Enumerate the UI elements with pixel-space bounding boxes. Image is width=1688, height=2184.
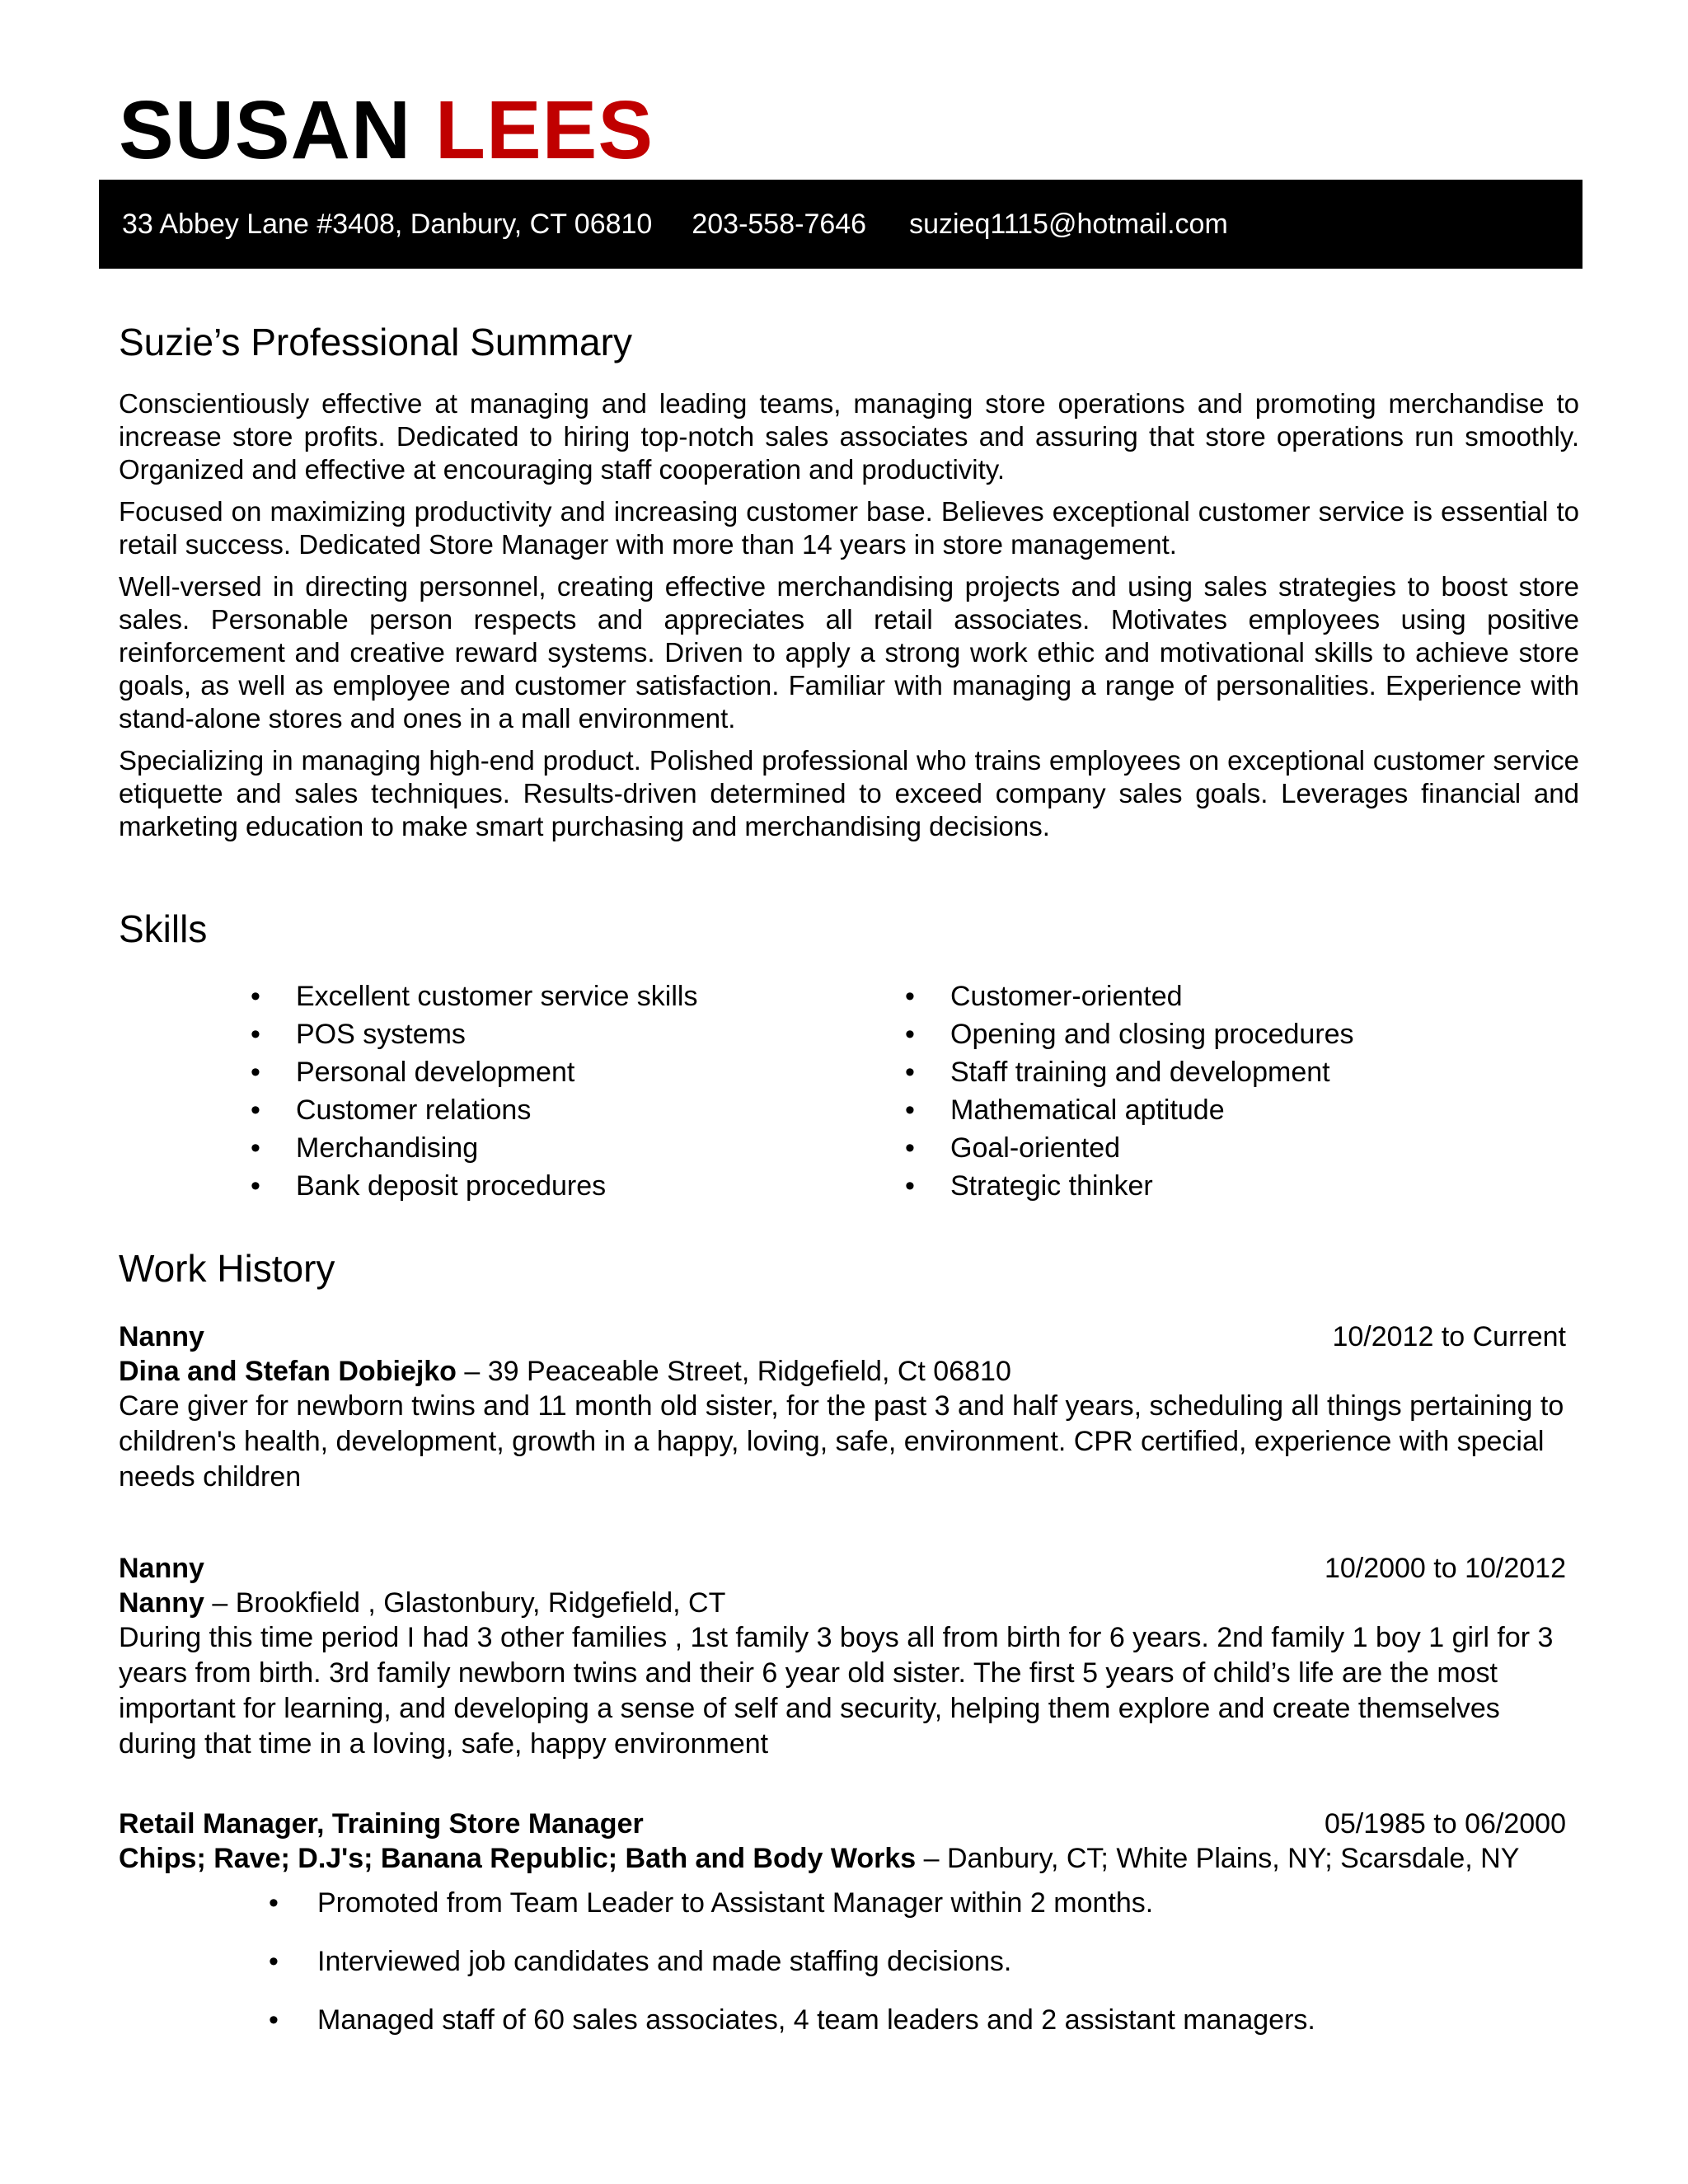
job-title: Nanny <box>119 1321 204 1352</box>
summary-heading: Suzie’s Professional Summary <box>119 321 632 363</box>
skills-heading: Skills <box>119 907 208 950</box>
skill-item: • POS systems <box>251 1015 697 1053</box>
skills-list-right <box>905 977 1354 1205</box>
job-employer: Chips; Rave; D.J's; Banana Republic; Bath and Body Works <box>119 1843 917 1874</box>
job-location: – Danbury, CT; White Plains, NY; Scarsdale, NY <box>916 1843 1520 1874</box>
job-title: Nanny <box>119 1553 204 1584</box>
job-bullets <box>119 1886 1579 2037</box>
job-header <box>119 1319 1579 1354</box>
address: 33 Abbey Lane #3408, Danbury, CT 06810 <box>122 208 653 240</box>
contact-bar <box>99 180 1582 269</box>
job-header <box>119 1551 1579 1586</box>
candidate-name <box>119 84 654 176</box>
job-dates: 05/1985 to 06/2000 <box>1324 1808 1566 1840</box>
skill-item: • Strategic thinker <box>905 1167 1354 1205</box>
job-location: – Brookfield , Glastonbury, Ridgefield, CT <box>204 1587 726 1619</box>
job-employer-line <box>119 1586 1579 1620</box>
job-dates: 10/2012 to Current <box>1332 1321 1566 1352</box>
job-entry <box>119 1551 1579 1762</box>
job-dates: 10/2000 to 10/2012 <box>1324 1553 1566 1584</box>
first-name: SUSAN <box>119 84 412 176</box>
job-header <box>119 1807 1579 1841</box>
job-bullet: • Interviewed job candidates and made staffing decisions. <box>119 1944 1579 1979</box>
skill-item: • Mathematical aptitude <box>905 1091 1354 1129</box>
summary-body <box>119 387 1579 852</box>
summary-paragraph: Well-versed in directing personnel, creating effective merchandising projects and using sales strategies to boost store sales. Personable person respects and appreciates all retail associates. Motivates employees using positive reinforcement and creative reward systems. Driven to apply a strong work ethic and motivational skills to achieve store goals, as well as employee and customer satisfaction. Familiar with managing a range of personalities. Experience with stand-alone stores and ones in a mall environment. <box>119 571 1579 733</box>
job-title: Retail Manager, Training Store Manager <box>119 1808 644 1840</box>
skill-item: • Opening and closing procedures <box>905 1015 1354 1053</box>
skill-item: • Personal development <box>251 1053 697 1091</box>
job-employer-line <box>119 1354 1579 1389</box>
skill-item: • Excellent customer service skills <box>251 977 697 1015</box>
summary-paragraph: Conscientiously effective at managing and leading teams, managing store operations and promoting merchandise to increase store profits. Dedicated to hiring top-notch sales associates and assuring that store operations run smoothly. Organized and effective at encouraging staff cooperation and productivity. <box>119 388 1579 485</box>
summary-paragraph: Focused on maximizing productivity and increasing customer base. Believes exceptional customer service is essential to retail success. Dedicated Store Manager with more than 14 years in store management. <box>119 496 1579 560</box>
job-entry <box>119 1807 1579 2061</box>
work-history-heading: Work History <box>119 1247 335 1290</box>
job-bullet: • Managed staff of 60 sales associates, 4 team leaders and 2 assistant managers. <box>119 2003 1579 2037</box>
skill-item: • Merchandising <box>251 1129 697 1167</box>
job-entry <box>119 1319 1579 1495</box>
job-employer-line <box>119 1841 1579 1876</box>
last-name: LEES <box>434 84 654 176</box>
job-description: Care giver for newborn twins and 11 month old sister, for the past 3 and half years, scheduling all things pertaining to children's health, development, growth in a happy, loving, safe, environment. CPR certified, experience with special needs children <box>119 1390 1564 1493</box>
skill-item: • Customer-oriented <box>905 977 1354 1015</box>
summary-paragraph: Specializing in managing high-end product. Polished professional who trains employees on exceptional customer service etiquette and sales techniques. Results-driven determined to exceed company sales goals. Leverages financial and marketing education to make smart purchasing and merchandising decisions. <box>119 745 1579 841</box>
job-employer: Dina and Stefan Dobiejko <box>119 1356 457 1387</box>
skills-list-left <box>251 977 697 1205</box>
skill-item: • Staff training and development <box>905 1053 1354 1091</box>
skill-item: • Bank deposit procedures <box>251 1167 697 1205</box>
skill-item: • Customer relations <box>251 1091 697 1129</box>
job-location: – 39 Peaceable Street, Ridgefield, Ct 06810 <box>456 1356 1011 1387</box>
job-description: During this time period I had 3 other families , 1st family 3 boys all from birth for 6 years. 2nd family 1 boy 1 girl for 3 years from birth. 3rd family newborn twins and their 6 year old sister. The first 5 years of child’s life are the most important for learning, and developing a sense of self and security, helping them explore and create themselves during that time in a loving, safe, happy environment <box>119 1622 1554 1760</box>
skill-item: • Goal-oriented <box>905 1129 1354 1167</box>
email: suzieq1115@hotmail.com <box>909 208 1228 240</box>
job-bullet: • Promoted from Team Leader to Assistant Manager within 2 months. <box>119 1886 1579 1920</box>
phone: 203-558-7646 <box>692 208 867 240</box>
job-employer: Nanny <box>119 1587 204 1619</box>
